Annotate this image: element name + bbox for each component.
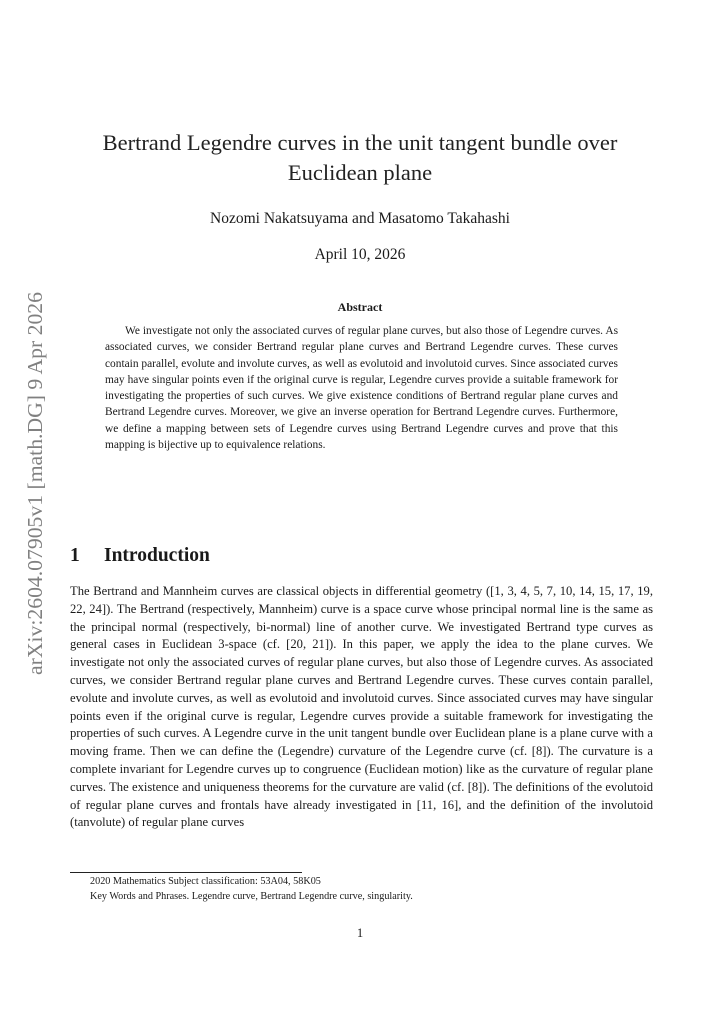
section-heading [70, 545, 210, 567]
footnote-rule [70, 872, 302, 873]
authors: Nozomi Nakatsuyama and Masatomo Takahashi [210, 210, 510, 227]
section-title: Introduction [104, 545, 210, 566]
section-number: 1 [70, 545, 80, 566]
arxiv-stamp [20, 290, 50, 680]
footnote-classification: 2020 Mathematics Subject classification: 53A04, 58K05 [90, 876, 321, 887]
paper-date: April 10, 2026 [314, 246, 406, 263]
abstract-text: We investigate not only the associated curves of regular plane curves, but also those of Legendre curves. As associated curves, we consider Bertrand regular plane curves and Bertrand Legendre curves. These curves contain parallel, evolute and involute curves, as well as evolutoid and involutoid curves. Since associated curves may have singular points even if the original curve is regular, Legendre curves provide a suitable framework for investigating the properties of such curves. We give existence conditions of Bertrand regular plane curves and Bertrand Legendre curves. Moreover, we give an inverse operation for Bertrand Legendre curves. Furthermore, we define a mapping between sets of Legendre curves using Bertrand Legendre curves and prove that this mapping is bijective up to equivalence relations. [105, 325, 618, 452]
paper-title: Bertrand Legendre curves in the unit tangent bundle over Euclidean plane [102, 130, 618, 185]
footnote-keywords: Key Words and Phrases. Legendre curve, Bertrand Legendre curve, singularity. [90, 891, 413, 902]
arxiv-identifier: arXiv:2604.07905v1 [math.DG] 9 Apr 2026 [23, 295, 47, 675]
abstract-heading: Abstract [337, 300, 383, 314]
introduction-paragraph: The Bertrand and Mannheim curves are classical objects in differential geometry ([1, 3, 4, 5, 7, 10, 14, 15, 17, 19, 22, 24]). The Bertrand (respectively, Mannheim) curve is a space curve whose principal normal line is the same as the principal normal (respectively, bi-normal) line of another curve. We investigated Bertrand type curves as general cases in Euclidean 3-space (cf. [20, 21]). In this paper, we apply the idea to the plane curves. We investigate not only the associated curves of regular plane curves, but also those of Legendre curves. As associated curves, we consider Bertrand regular plane curves and Bertrand Legendre curves. These curves contain parallel, evolute and involute curves, as well as evolutoid and involutoid curves. Since associated curves may have singular points even if the original curve is regular, Legendre curves provide a suitable framework for investigating the properties of such curves. A Legendre curve in the unit tangent bundle over Euclidean plane is a plane curve with a moving frame. Then we can define the (Legendre) curvature of the Legendre curve (cf. [8]). The curvature is a complete invariant for Legendre curves up to congruence (Euclidean motion) like as the curvature of regular plane curves. The existence and uniqueness theorems for the curvature are valid (cf. [8]). The definitions of the evolutoid of regular plane curves and frontals have already investigated in [11, 16], and the definition of the involutoid (tanvolute) of regular plane curves [70, 584, 653, 830]
page-number: 1 [356, 926, 364, 940]
